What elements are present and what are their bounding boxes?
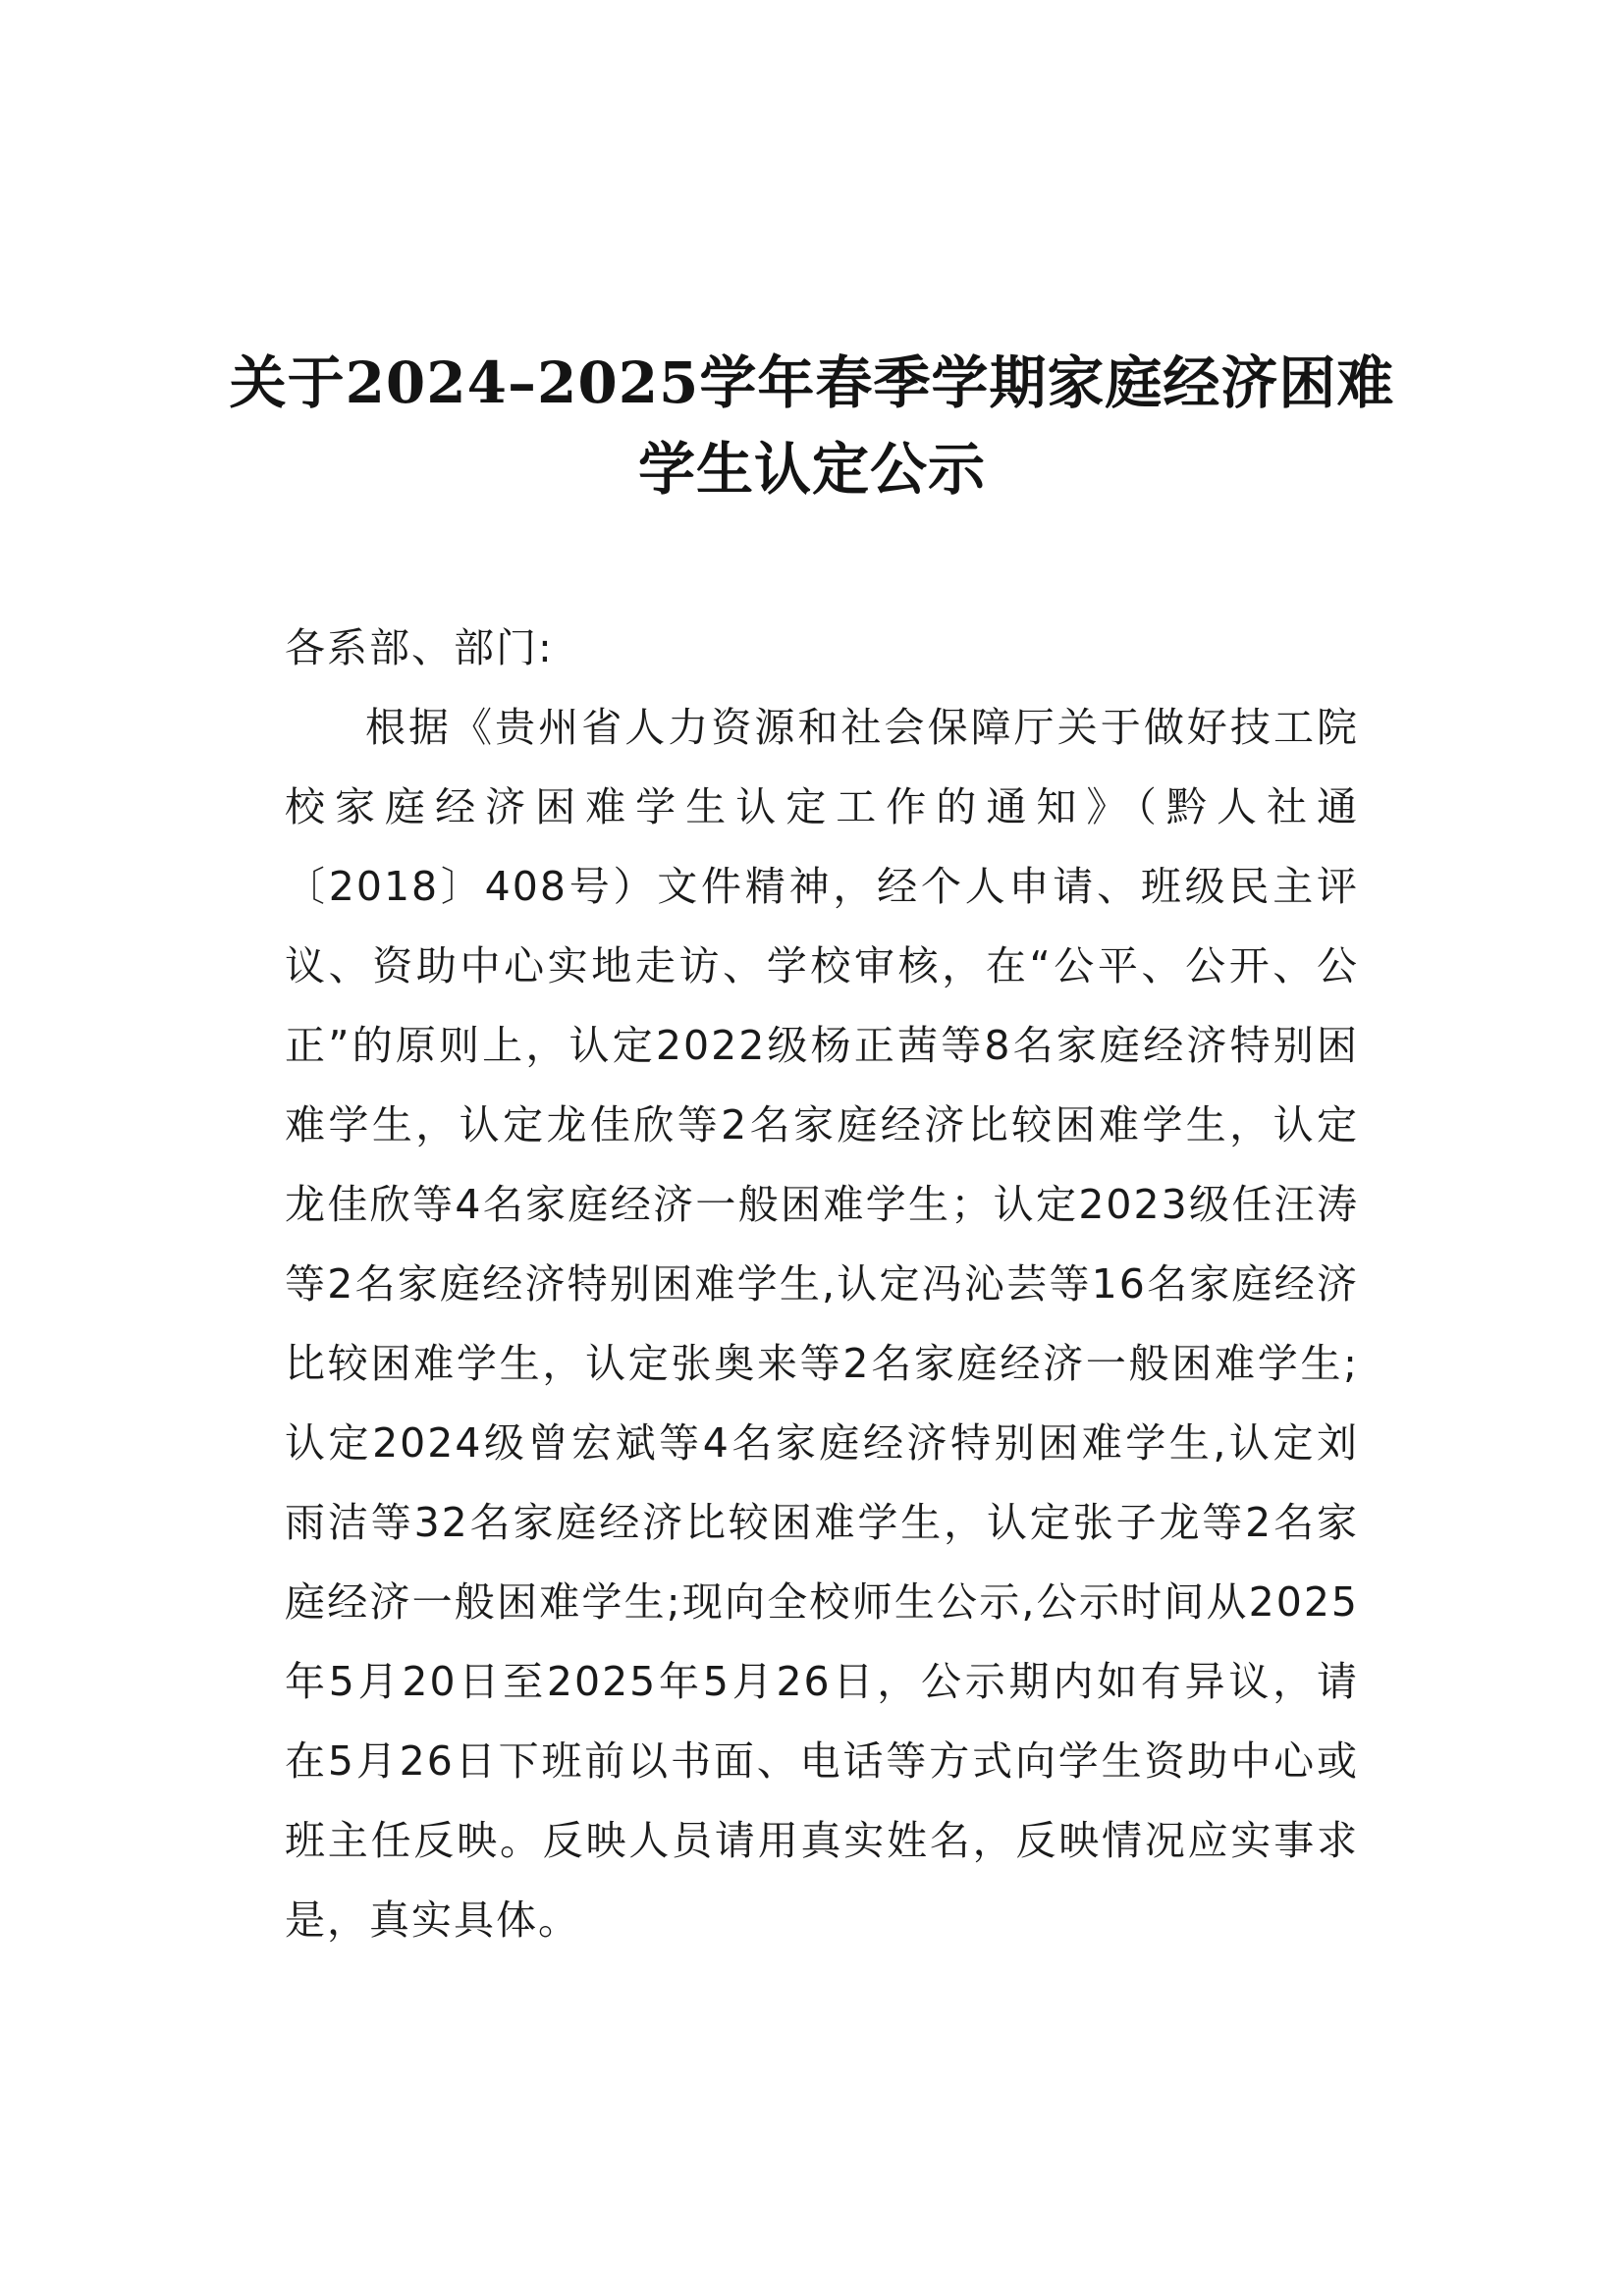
- body-paragraph: 根据《贵州省人力资源和社会保障厅关于做好技工院校家庭经济困难学生认定工作的通知》（黔人社通〔2018〕408号）文件精神，经个人申请、班级民主评议、资助中心实地走访、学校审核，在“公平、公开、公正”的原则上，认定2022级杨正茜等8名家庭经济特别困难学生，认定龙佳欣等2名家庭经济比较困难学生，认定龙佳欣等4名家庭经济一般困难学生；认定2023级任汪涛等2名家庭经济特别困难学生,认定冯沁芸等16名家庭经济比较困难学生，认定张奥来等2名家庭经济一般困难学生;认定2024级曾宏斌等4名家庭经济特别困难学生,认定刘雨洁等32名家庭经济比较困难学生，认定张子龙等2名家庭经济一般困难学生;现向全校师生公示,公示时间从2025年5月20日至2025年5月26日，公示期内如有异议，请在5月26日下班前以书面、电话等方式向学生资助中心或班主任反映。反映人员请用真实姓名，反映情况应实事求是，真实具体。: [285, 704, 1359, 1944]
- document-title-line-2: 学生认定公示: [637, 436, 986, 503]
- document-body: [285, 609, 1359, 1960]
- salutation: 各系部、部门:: [285, 624, 554, 671]
- document-title-line-1: 关于2024–2025学年春季学期家庭经济困难: [229, 349, 1395, 416]
